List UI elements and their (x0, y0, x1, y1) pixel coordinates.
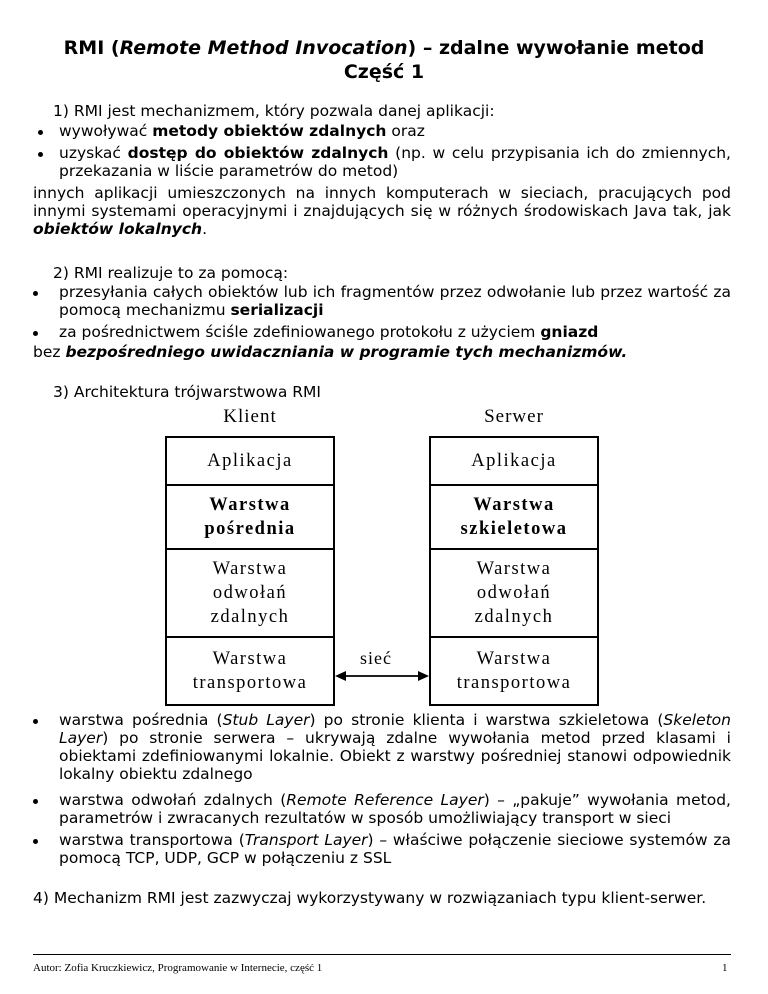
network-label: sieć (360, 648, 392, 668)
document-part: Część 1 (343, 61, 425, 83)
bullet-dot (33, 719, 38, 724)
s1-bullet-1: wywoływać metody obiektów zdalnych oraz (59, 122, 425, 140)
s3-bullet-transport: warstwa transportowa (Transport Layer) – właściwe połączenie sieciowe systemów za pomocą TCP, UDP, GCP w połączeniu z SSL (59, 831, 732, 867)
footer-author: Autor: Zofia Kruczkiewicz, Programowanie w Internecie, część 1 (33, 962, 323, 974)
network-arrow (333, 668, 431, 684)
client-application-layer: Aplikacja (165, 436, 335, 486)
client-transport-layer: Warstwa transportowa (165, 636, 335, 706)
server-transport-layer: Warstwa transportowa (429, 636, 599, 706)
client-remote-reference-layer: Warstwa odwołań zdalnych (165, 548, 335, 638)
s1-intro: 1) RMI jest mechanizmem, który pozwala danej aplikacji: (53, 102, 495, 120)
s1-bullet-2: uzyskać dostęp do obiektów zdalnych (np. w celu przypisania ich do zmiennych, przekazania w liście parametrów do metod) (59, 144, 731, 180)
client-stub-layer: Warstwa pośrednia (165, 484, 335, 550)
client-label: Klient (223, 406, 277, 427)
bullet-dot (33, 839, 38, 844)
server-application-layer: Aplikacja (429, 436, 599, 486)
bullet-dot (38, 152, 43, 157)
s4-text: 4) Mechanizm RMI jest zazwyczaj wykorzystywany w rozwiązaniach typu klient-serwer. (33, 889, 707, 907)
s2-bullet-1: przesyłania całych obiektów lub ich fragmentów przez odwołanie lub przez wartość za pomocą mechanizmu serializacji (59, 283, 731, 319)
bullet-dot (33, 331, 38, 336)
s3-bullet-stub-skeleton: warstwa pośrednia (Stub Layer) po stronie klienta i warstwa szkieletowa (Skeleton Layer) po stronie serwera – ukrywają zdalne wywołania metod przed klasami i obiektami zdefiniowanymi lokalnie. Obiekt z warstwy pośredniej stanowi odpowiednik lokalny obiektu zdalnego (59, 711, 731, 783)
server-remote-reference-layer: Warstwa odwołań zdalnych (429, 548, 599, 638)
document-title: RMI (Remote Method Invocation) – zdalne wywołanie metod (63, 37, 705, 59)
server-label: Serwer (484, 406, 544, 427)
s1-continuation: innych aplikacji umieszczonych na innych komputerach w sieciach, pracujących pod innymi systemami operacyjnymi i znajdujących się w różnych środowiskach Java tak, jak obiektów lokalnych. (33, 184, 731, 238)
s3-bullet-remote-reference: warstwa odwołań zdalnych (Remote Reference Layer) – „pakuje” wywołania metod, parametrów i zwracanych rezultatów w sposób umożliwiający transport w sieci (59, 791, 731, 827)
s2-conclusion: bez bezpośredniego uwidaczniania w programie tych mechanizmów. (33, 343, 628, 361)
bullet-dot (33, 291, 38, 296)
bullet-dot (38, 130, 43, 135)
bullet-dot (33, 799, 38, 804)
footer-divider (33, 954, 731, 955)
server-skeleton-layer: Warstwa szkieletowa (429, 484, 599, 550)
s2-bullet-2: za pośrednictwem ściśle zdefiniowanego protokołu z użyciem gniazd (59, 323, 599, 341)
page-number: 1 (722, 962, 728, 974)
s3-intro: 3) Architektura trójwarstwowa RMI (53, 383, 321, 401)
s2-intro: 2) RMI realizuje to za pomocą: (53, 264, 289, 282)
